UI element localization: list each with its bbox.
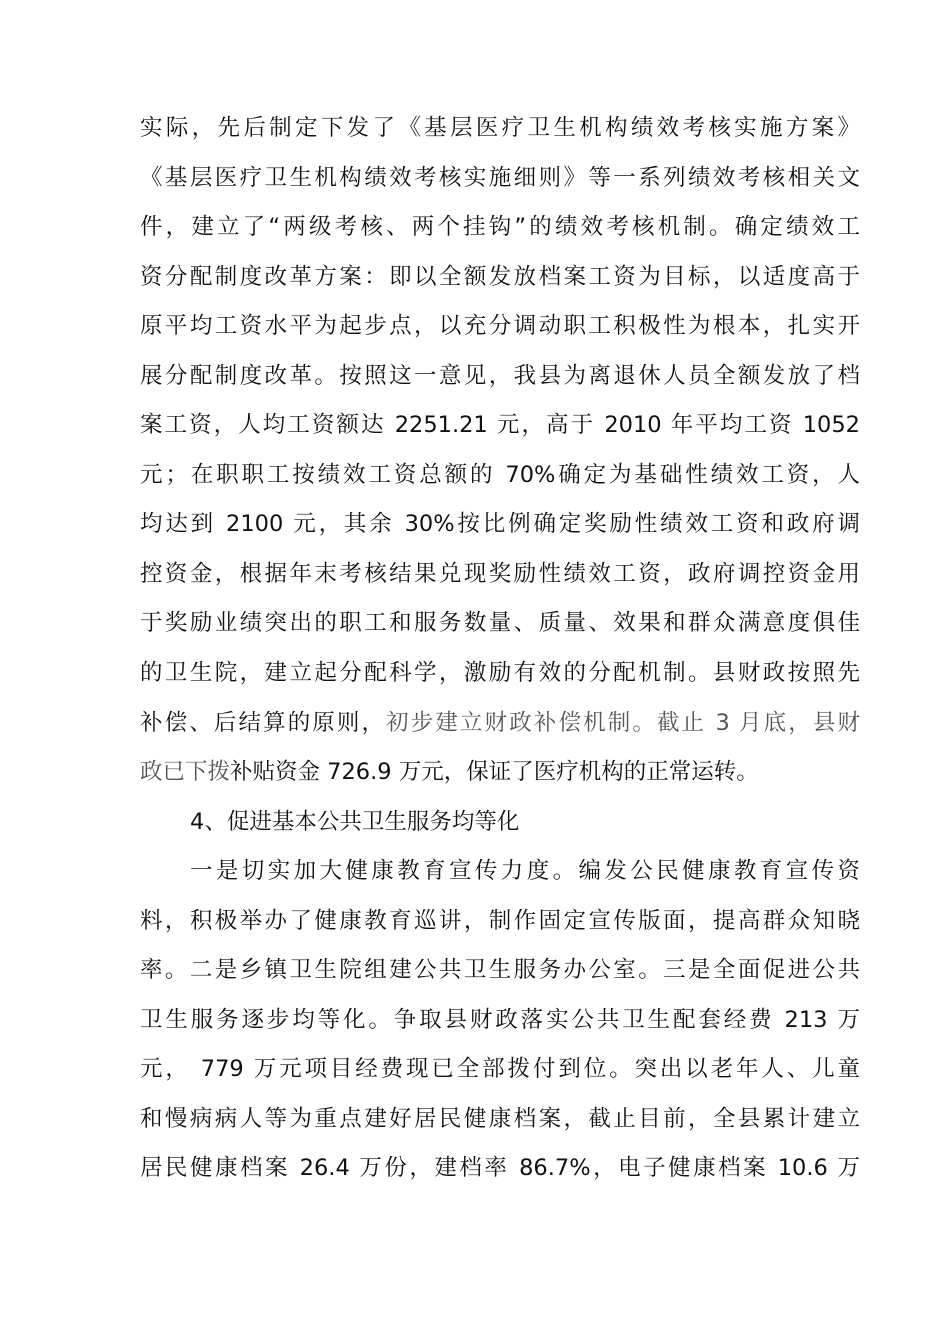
paragraph-line [140,699,860,749]
paragraph-line: 居民健康档案 26.4 万份，建档率 86.7%，电子健康档案 10.6 万 [140,1155,860,1182]
paragraph-line: 控资金，根据年末考核结果兑现奖励性绩效工资，政府调控资金用 [140,560,860,587]
paragraph-line: 和慢病病人等为重点建好居民健康档案，截止目前，全县累计建立 [140,1105,860,1132]
paragraph-line: 案工资，人均工资额达 2251.21 元，高于 2010 年平均工资 1052 [140,412,860,439]
text-span: 初步建立财政补偿机制。截止 3 月底，县财 [386,709,860,736]
paragraph-line: 实际，先后制定下发了《基层医疗卫生机构绩效考核实施方案》 [140,115,860,141]
text-span: 政已下拨 [140,759,231,786]
paragraph-line: 料，积极举办了健康教育巡讲，制作固定宣传版面，提高群众知晓 [140,907,860,934]
section-heading: 4、促进基本公共卫生服务均等化 [190,808,520,835]
paragraph-line: 一是切实加大健康教育宣传力度。编发公民健康教育宣传资 [190,858,860,885]
paragraph-line: 元， 779 万元项目经费现已全部拨付到位。突出以老年人、儿童 [140,1056,860,1083]
paragraph-line: 的卫生院，建立起分配科学，激励有效的分配机制。县财政按照先 [140,660,860,687]
paragraph-line [140,748,860,798]
paragraph-line: 原平均工资水平为起步点，以充分调动职工积极性为根本，扎实开 [140,313,860,340]
text-span: 补偿、后结算的原则， [140,709,387,736]
paragraph-line: 率。二是乡镇卫生院组建公共卫生服务办公室。三是全面促进公共 [140,957,860,984]
paragraph-line: 资分配制度改革方案：即以全额发放档案工资为目标，以适度高于 [140,263,860,290]
paragraph-line: 展分配制度改革。按照这一意见，我县为离退休人员全额发放了档 [140,362,860,389]
paragraph-line: 卫生服务逐步均等化。争取县财政落实公共卫生配套经费 213 万 [140,1006,860,1033]
text-span: 补贴资金 726.9 万元，保证了医疗机构的正常运转。 [230,759,759,786]
body-text [140,104,860,1194]
paragraph-line: 于奖励业绩突出的职工和服务数量、质量、效果和群众满意度俱佳 [140,610,860,637]
paragraph-line: 元；在职职工按绩效工资总额的 70%确定为基础性绩效工资，人 [140,461,860,488]
paragraph-line: 《基层医疗卫生机构绩效考核实施细则》等一系列绩效考核相关文 [140,164,860,191]
paragraph-line: 件，建立了“两级考核、两个挂钩”的绩效考核机制。确定绩效工 [140,214,860,241]
paragraph-line: 均达到 2100 元，其余 30%按比例确定奖励性绩效工资和政府调 [140,511,860,538]
